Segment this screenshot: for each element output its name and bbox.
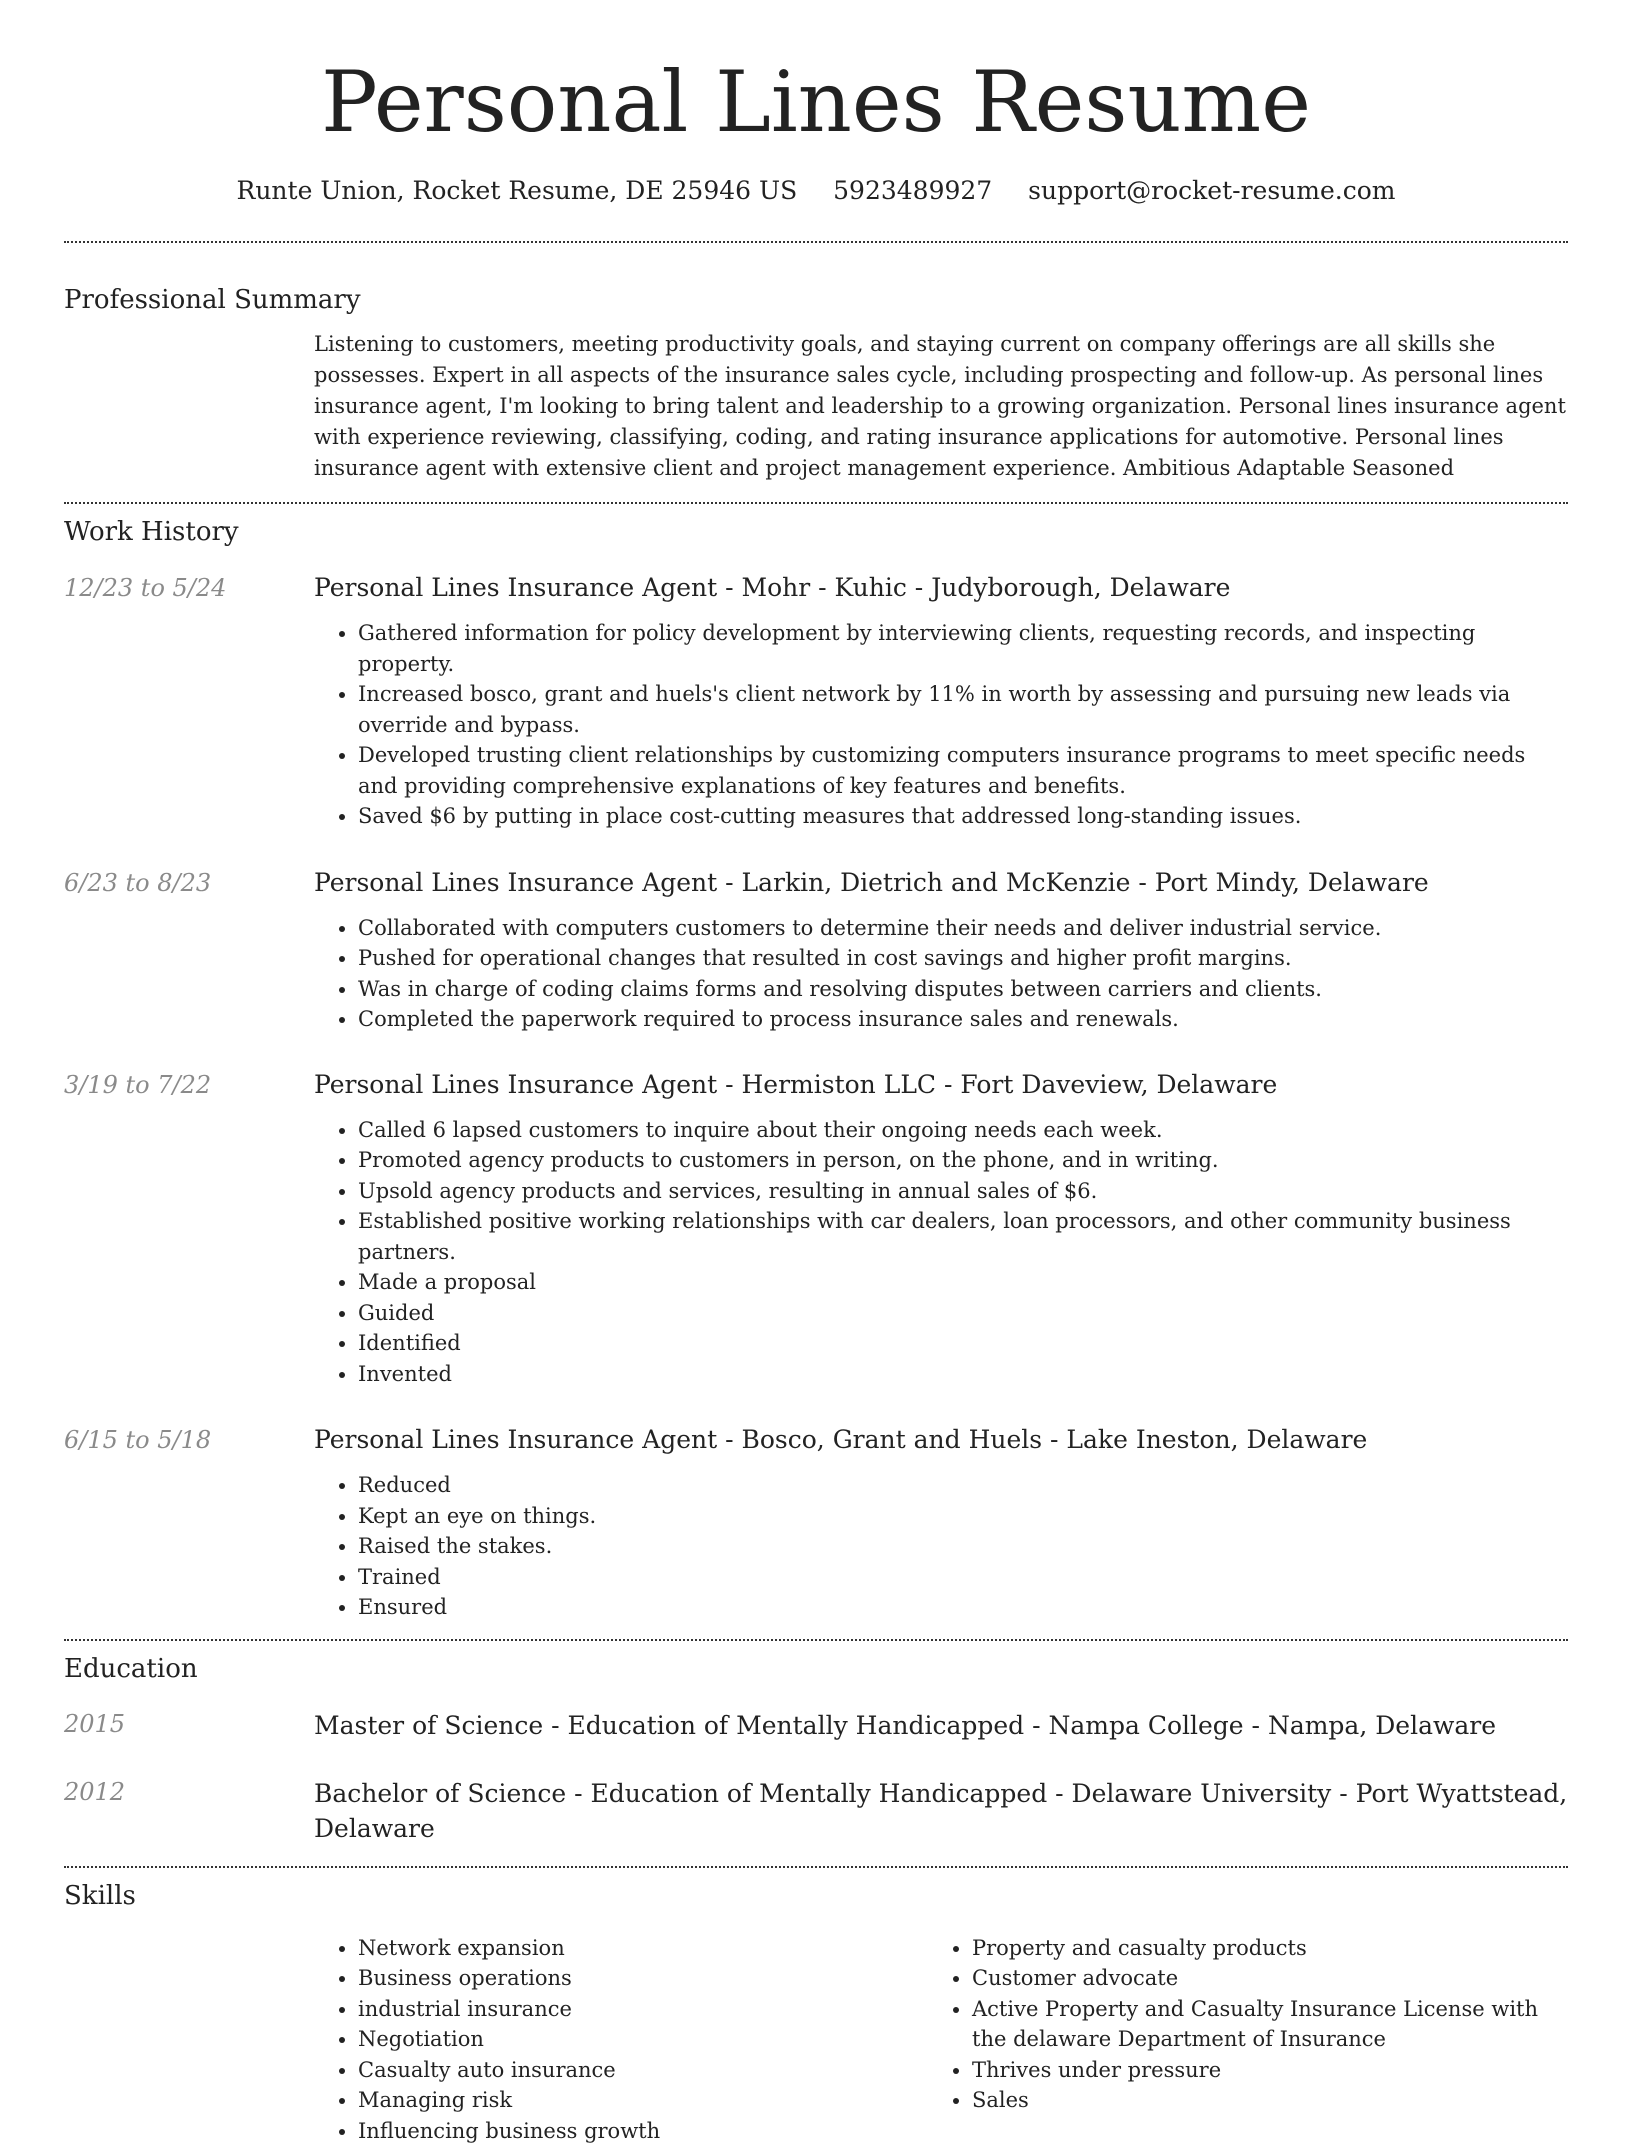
list-item: • Negotiation <box>358 2024 928 2055</box>
job-title: Personal Lines Insurance Agent - Hermiston LLC - Fort Daveview, Delaware <box>314 1069 1568 1101</box>
contact-email: support@rocket-resume.com <box>1028 176 1395 205</box>
job-bullets <box>314 913 1568 1035</box>
list-item: • Increased bosco, grant and huels's client network by 11% in worth by assessing and pursuing new leads via override and bypass. <box>358 679 1568 740</box>
list-item: • Pushed for operational changes that resulted in cost savings and higher profit margins. <box>358 943 1568 974</box>
summary-row <box>64 329 1568 484</box>
list-item: • Was in charge of coding claims forms and resolving disputes between carriers and clients. <box>358 974 1568 1005</box>
job-bullets <box>314 1115 1568 1390</box>
job-bullets <box>314 618 1568 832</box>
skills-list-right <box>928 1933 1542 2146</box>
list-item: • Developed trusting client relationships by customizing computers insurance programs to meet specific needs and providing comprehensive explanations of key features and benefits. <box>358 740 1568 801</box>
list-item: • Guided <box>358 1298 1568 1329</box>
list-item: • Identified <box>358 1328 1568 1359</box>
list-item: • Sales <box>972 2085 1542 2116</box>
education-entry <box>64 1776 1568 1846</box>
job-dates: 6/15 to 5/18 <box>64 1424 314 1623</box>
job-entry <box>64 867 1568 1035</box>
job-entry <box>64 1424 1568 1623</box>
resume-name: Personal Lines Resume <box>64 52 1568 152</box>
divider <box>64 502 1568 504</box>
list-item: • Upsold agency products and services, resulting in annual sales of $6. <box>358 1176 1568 1207</box>
list-item: • Made a proposal <box>358 1267 1568 1298</box>
section-title-skills: Skills <box>64 1879 1568 1913</box>
list-item: • Managing risk <box>358 2085 928 2116</box>
list-item: • Thrives under pressure <box>972 2055 1542 2086</box>
resume-page <box>64 0 1568 2146</box>
list-item: • Customer advocate <box>972 1963 1542 1994</box>
skills-spacer <box>64 1933 314 2146</box>
list-item: • Completed the paperwork required to process insurance sales and renewals. <box>358 1004 1568 1035</box>
job-title: Personal Lines Insurance Agent - Bosco, Grant and Huels - Lake Ineston, Delaware <box>314 1424 1568 1456</box>
contact-address: Runte Union, Rocket Resume, DE 25946 US <box>237 176 798 205</box>
list-item: • Network expansion <box>358 1933 928 1964</box>
list-item: • Invented <box>358 1359 1568 1390</box>
education-title: Master of Science - Education of Mentally Handicapped - Nampa College - Nampa, Delaware <box>314 1708 1568 1743</box>
job-dates: 3/19 to 7/22 <box>64 1069 314 1390</box>
list-item: • Casualty auto insurance <box>358 2055 928 2086</box>
section-title-education: Education <box>64 1652 1568 1686</box>
list-item: • Raised the stakes. <box>358 1531 1568 1562</box>
education-title: Bachelor of Science - Education of Mentally Handicapped - Delaware University - Port Wyattstead, Delaware <box>314 1776 1568 1846</box>
list-item: • Trained <box>358 1562 1568 1593</box>
job-dates: 12/23 to 5/24 <box>64 572 314 832</box>
skills-row <box>64 1933 1568 2146</box>
summary-text: Listening to customers, meeting productivity goals, and staying current on company offerings are all skills she possesses. Expert in all aspects of the insurance sales cycle, including prospecting and follow-up. As personal lines insurance agent, I'm looking to bring talent and leadership to a growing organization. Personal lines insurance agent with experience reviewing, classifying, coding, and rating insurance applications for automotive. Personal lines insurance agent with extensive client and project management experience. Ambitious Adaptable Seasoned <box>314 329 1568 484</box>
list-item: • Reduced <box>358 1470 1568 1501</box>
education-entry <box>64 1708 1568 1743</box>
list-item: • Ensured <box>358 1592 1568 1623</box>
job-dates: 6/23 to 8/23 <box>64 867 314 1035</box>
section-title-work: Work History <box>64 515 1568 549</box>
divider <box>64 241 1568 243</box>
job-title: Personal Lines Insurance Agent - Larkin, Dietrich and McKenzie - Port Mindy, Delaware <box>314 867 1568 899</box>
job-title: Personal Lines Insurance Agent - Mohr - Kuhic - Judyborough, Delaware <box>314 572 1568 604</box>
list-item: • Kept an eye on things. <box>358 1501 1568 1532</box>
list-item: • Active Property and Casualty Insurance License with the delaware Department of Insurance <box>972 1994 1542 2055</box>
job-entry <box>64 572 1568 832</box>
summary-spacer <box>64 329 314 484</box>
list-item: • Business operations <box>358 1963 928 1994</box>
job-bullets <box>314 1470 1568 1623</box>
list-item: • Gathered information for policy development by interviewing clients, requesting records, and inspecting property. <box>358 618 1568 679</box>
contact-line <box>64 174 1568 208</box>
list-item: • Established positive working relationships with car dealers, loan processors, and other community business partners. <box>358 1206 1568 1267</box>
job-entry <box>64 1069 1568 1390</box>
divider <box>64 1639 1568 1641</box>
list-item: • Saved $6 by putting in place cost-cutting measures that addressed long-standing issues. <box>358 801 1568 832</box>
list-item: • Promoted agency products to customers in person, on the phone, and in writing. <box>358 1145 1568 1176</box>
section-title-summary: Professional Summary <box>64 283 1568 317</box>
skills-list-left <box>314 1933 928 2146</box>
contact-phone: 5923489927 <box>833 176 992 205</box>
list-item: • Property and casualty products <box>972 1933 1542 1964</box>
list-item: • Collaborated with computers customers to determine their needs and deliver industrial service. <box>358 913 1568 944</box>
education-year: 2015 <box>64 1708 314 1743</box>
education-year: 2012 <box>64 1776 314 1846</box>
list-item: • Influencing business growth <box>358 2116 928 2146</box>
list-item: • industrial insurance <box>358 1994 928 2025</box>
divider <box>64 1866 1568 1868</box>
list-item: • Called 6 lapsed customers to inquire about their ongoing needs each week. <box>358 1115 1568 1146</box>
